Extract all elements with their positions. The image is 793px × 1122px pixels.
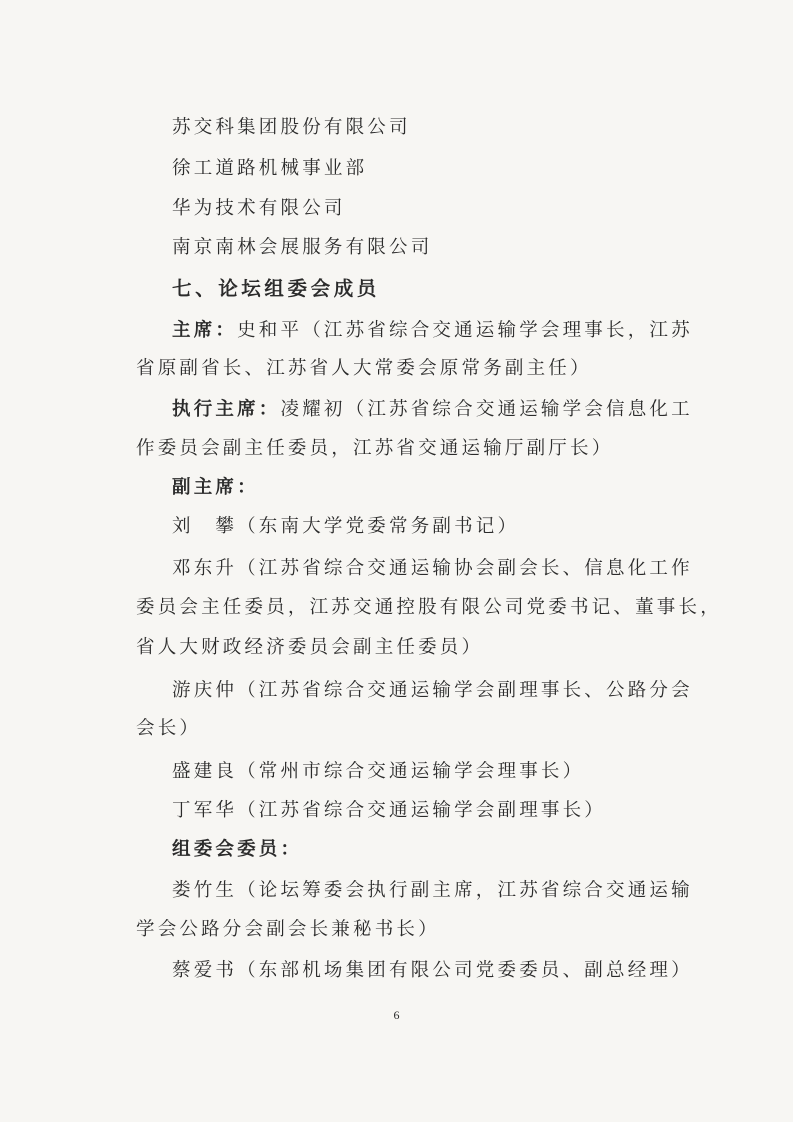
page-number: 6 xyxy=(393,1008,400,1022)
exec-chair-line-2: 作委员会副主任委员，江苏省交通运输厅副厅长） xyxy=(136,438,614,459)
vice-chairs-label: 副主席： xyxy=(172,477,259,498)
company-line: 苏交科集团股份有限公司 xyxy=(172,117,411,138)
member-line: 蔡爱书（东部机场集团有限公司党委委员、副总经理） xyxy=(172,960,693,981)
vice-chair-line: 刘 攀（东南大学党委常务副书记） xyxy=(172,516,520,537)
chair-label: 主席： xyxy=(172,320,238,341)
chair-line-2: 省原副省长、江苏省人大常委会原常务副主任） xyxy=(136,358,592,379)
member-line: 娄竹生（论坛筹委会执行副主席，江苏省综合交通运输 xyxy=(172,880,693,901)
chair-line-1 xyxy=(172,319,693,343)
members-label: 组委会委员： xyxy=(172,839,303,860)
company-line: 南京南林会展服务有限公司 xyxy=(172,237,433,258)
chair-text: 史和平（江苏省综合交通运输学会理事长，江苏 xyxy=(237,320,693,341)
member-line: 学会公路分会副会长兼秘书长） xyxy=(136,919,440,940)
vice-chair-line: 游庆仲（江苏省综合交通运输学会副理事长、公路分会 xyxy=(172,680,693,701)
exec-chair-label: 执行主席： xyxy=(172,399,281,420)
vice-chair-line: 丁军华（江苏省综合交通运输学会副理事长） xyxy=(172,800,607,821)
company-line: 徐工道路机械事业部 xyxy=(172,158,368,179)
exec-chair-line-1 xyxy=(172,398,693,422)
vice-chair-line: 省人大财政经济委员会副主任委员） xyxy=(136,637,484,658)
vice-chair-line: 盛建良（常州市综合交通运输学会理事长） xyxy=(172,761,585,782)
exec-chair-text: 凌耀初（江苏省综合交通运输学会信息化工 xyxy=(280,399,693,420)
vice-chair-line: 邓东升（江苏省综合交通运输协会副会长、信息化工作 xyxy=(172,558,693,579)
vice-chair-line: 会长） xyxy=(136,718,202,739)
section-heading: 七、论坛组委会成员 xyxy=(172,277,380,300)
vice-chair-line: 委员会主任委员，江苏交通控股有限公司党委书记、董事长， xyxy=(136,597,722,618)
company-line: 华为技术有限公司 xyxy=(172,198,346,219)
